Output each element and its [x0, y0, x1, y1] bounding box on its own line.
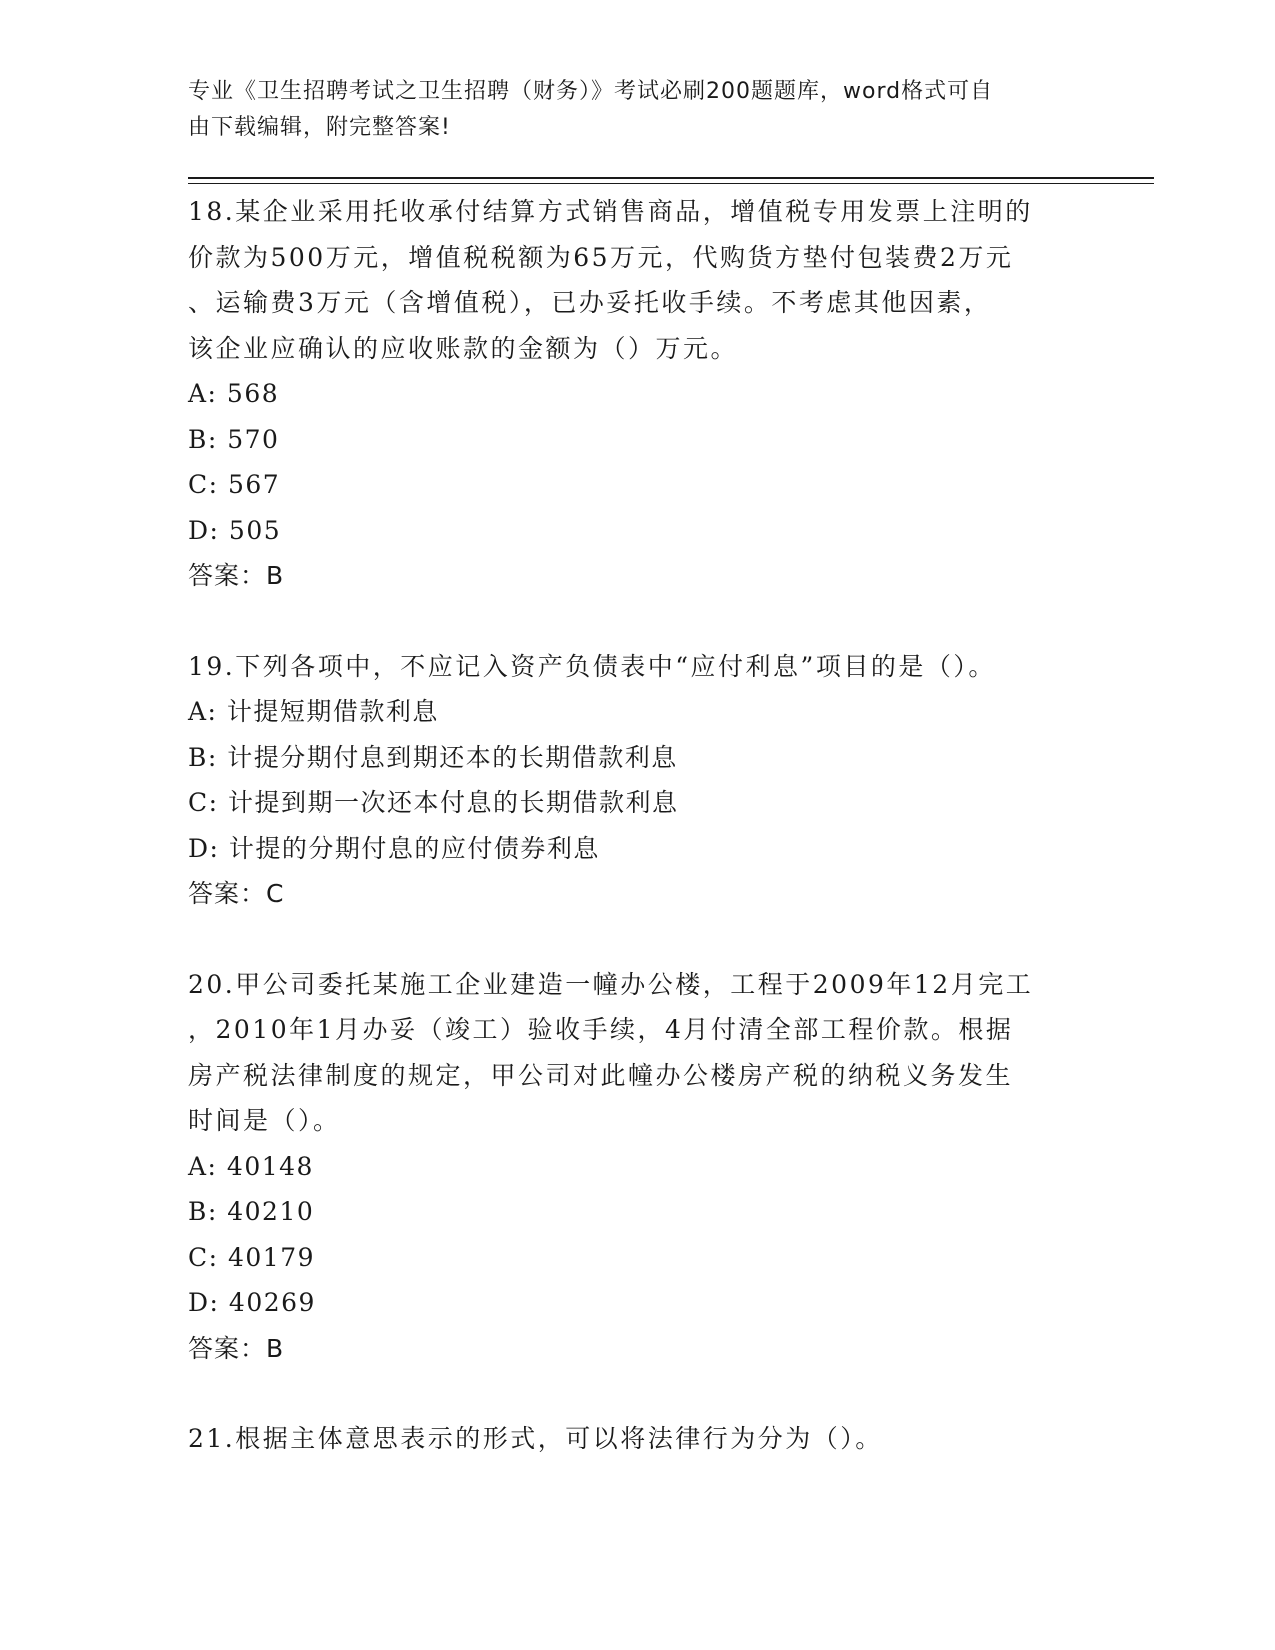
option-b: B: 40210 — [188, 1197, 315, 1226]
option-d: D: 计提的分期付息的应付债券利息 — [188, 833, 600, 863]
header-line-2: 由下载编辑，附完整答案! — [188, 115, 451, 140]
option-a: A: 40148 — [188, 1151, 314, 1181]
question-text-line: 、运输费3万元（含增值税），已办妥托收手续。不考虑其他因素， — [188, 288, 992, 317]
option-d: D: 40269 — [188, 1288, 316, 1317]
question-18 — [188, 189, 1088, 599]
question-text-line: 18.某企业采用托收承付结算方式销售商品，增值税专用发票上注明的 — [188, 197, 1033, 226]
option-d: D: 505 — [188, 515, 282, 545]
document-header — [188, 74, 1068, 146]
question-21 — [188, 1416, 1088, 1462]
question-text-line: 房产税法律制度的规定，甲公司对此幢办公楼房产税的纳税义务发生 — [188, 1060, 1014, 1090]
question-text-line: 21.根据主体意思表示的形式，可以将法律行为分为（）。 — [188, 1424, 883, 1453]
question-text-line: 该企业应确认的应收账款的金额为（）万元。 — [188, 333, 739, 363]
option-a: A: 568 — [188, 379, 280, 408]
option-c: C: 40179 — [188, 1242, 316, 1272]
header-divider-thin — [188, 183, 1154, 184]
header-divider-thick — [188, 177, 1154, 179]
option-a: A: 计提短期借款利息 — [188, 697, 439, 726]
question-19 — [188, 644, 1088, 917]
answer-label: 答案：C — [188, 879, 285, 908]
question-list — [188, 189, 1088, 1507]
question-text-line: 20.甲公司委托某施工企业建造一幢办公楼，工程于2009年12月完工 — [188, 969, 1034, 999]
question-20 — [188, 962, 1088, 1372]
answer-label: 答案：B — [188, 1333, 285, 1363]
option-b: B: 570 — [188, 424, 280, 454]
question-text-line: ，2010年1月办妥（竣工）验收手续，4月付清全部工程价款。根据 — [188, 1015, 1014, 1044]
answer-label: 答案：B — [188, 561, 285, 590]
option-c: C: 计提到期一次还本付息的长期借款利息 — [188, 788, 679, 817]
option-b: B: 计提分期付息到期还本的长期借款利息 — [188, 742, 678, 772]
header-line-1: 专业《卫生招聘考试之卫生招聘（财务）》考试必刷200题题库，word格式可自 — [188, 79, 994, 104]
question-text-line: 价款为500万元，增值税税额为65万元，代购货方垫付包装费2万元 — [188, 242, 1014, 272]
question-text-line: 时间是（）。 — [188, 1106, 341, 1135]
question-text-line: 19.下列各项中，不应记入资产负债表中“应付利息”项目的是（）。 — [188, 651, 996, 681]
option-c: C: 567 — [188, 470, 281, 499]
